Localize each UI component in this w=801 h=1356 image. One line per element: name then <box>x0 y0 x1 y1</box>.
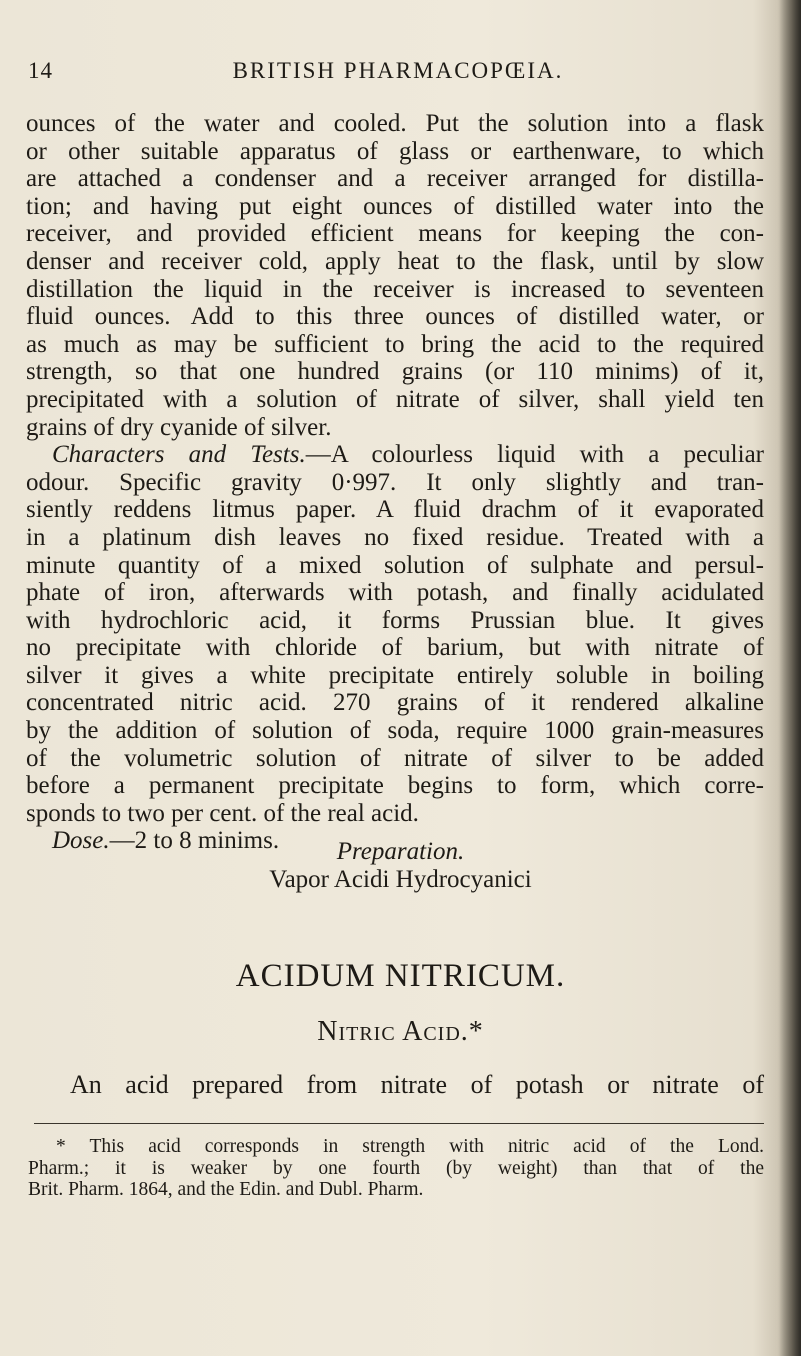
section-subtitle: Nitric Acid.* <box>317 1016 484 1047</box>
dose-text: —2 to 8 minims. <box>109 827 280 855</box>
body-line: grains of dry cyanide of silver. <box>26 413 332 441</box>
characters-line: phate of iron, afterwards with potash, and finally acidulated <box>26 579 764 607</box>
characters-line: of the volumetric solution of nitrate of silver to be added <box>26 744 764 772</box>
footnote-line: * This acid corresponds in strength with nitric acid of the Lond. <box>56 1136 764 1157</box>
dose-label: Dose. <box>52 827 110 855</box>
body-line: or other suitable apparatus of glass or earthenware, to which <box>26 137 764 165</box>
body-line: ounces of the water and cooled. Put the solution into a flask <box>26 110 764 137</box>
running-title: BRITISH PHARMACOPŒIA. <box>232 58 564 83</box>
page-number: 14 <box>28 58 53 83</box>
section-description: An acid prepared from nitrate of potash or nitrate of <box>70 1070 764 1099</box>
section-title: ACIDUM NITRICUM. <box>235 958 566 994</box>
characters-line: no precipitate with chloride of barium, but with nitrate of <box>26 634 764 662</box>
characters-line: minute quantity of a mixed solution of sulphate and persul- <box>26 551 764 579</box>
body-text <box>26 110 764 855</box>
characters-line: —A colourless liquid with a peculiar <box>305 441 764 469</box>
preparation-name: Vapor Acidi Hydrocyanici <box>269 866 532 893</box>
characters-first-line <box>26 441 764 469</box>
characters-line: concentrated nitric acid. 270 grains of it rendered alkaline <box>26 689 764 717</box>
characters-line: odour. Specific gravity 0·997. It only slightly and tran- <box>26 468 764 496</box>
preparation-heading: Preparation. <box>336 838 465 865</box>
body-line: receiver, and provided efficient means for keeping the con- <box>26 220 764 248</box>
footnote <box>28 1136 764 1201</box>
body-line: denser and receiver cold, apply heat to the flask, until by slow <box>26 247 764 275</box>
characters-line: in a platinum dish leaves no fixed residue. Treated with a <box>26 523 764 551</box>
page-edge-shadow <box>779 0 801 1356</box>
characters-line: siently reddens litmus paper. A fluid drachm of it evaporated <box>26 496 764 524</box>
footnote-line: Brit. Pharm. 1864, and the Edin. and Dubl. Pharm. <box>28 1179 424 1200</box>
characters-line: sponds to two per cent. of the real acid. <box>26 799 419 827</box>
body-line: as much as may be sufficient to bring the acid to the required <box>26 330 764 358</box>
footnote-rule <box>34 1123 764 1124</box>
characters-label: Characters and Tests. <box>52 441 306 469</box>
body-line: precipitated with a solution of nitrate of silver, shall yield ten <box>26 385 764 413</box>
characters-line: silver it gives a white precipitate entirely soluble in boiling <box>26 661 764 689</box>
characters-line: with hydrochloric acid, it forms Prussian blue. It gives <box>26 606 764 634</box>
characters-line: by the addition of solution of soda, require 1000 grain-measures <box>26 717 764 745</box>
characters-line: before a permanent precipitate begins to form, which corre- <box>26 772 764 800</box>
body-line: strength, so that one hundred grains (or 110 minims) of it, <box>26 358 764 386</box>
footnote-line: Pharm.; it is weaker by one fourth (by weight) than that of the <box>28 1157 764 1179</box>
body-line: are attached a condenser and a receiver arranged for distilla- <box>26 165 764 193</box>
body-line: distillation the liquid in the receiver is increased to seventeen <box>26 275 764 303</box>
page-header <box>28 58 768 92</box>
body-line: fluid ounces. Add to this three ounces of distilled water, or <box>26 303 764 331</box>
body-line: tion; and having put eight ounces of distilled water into the <box>26 192 764 220</box>
